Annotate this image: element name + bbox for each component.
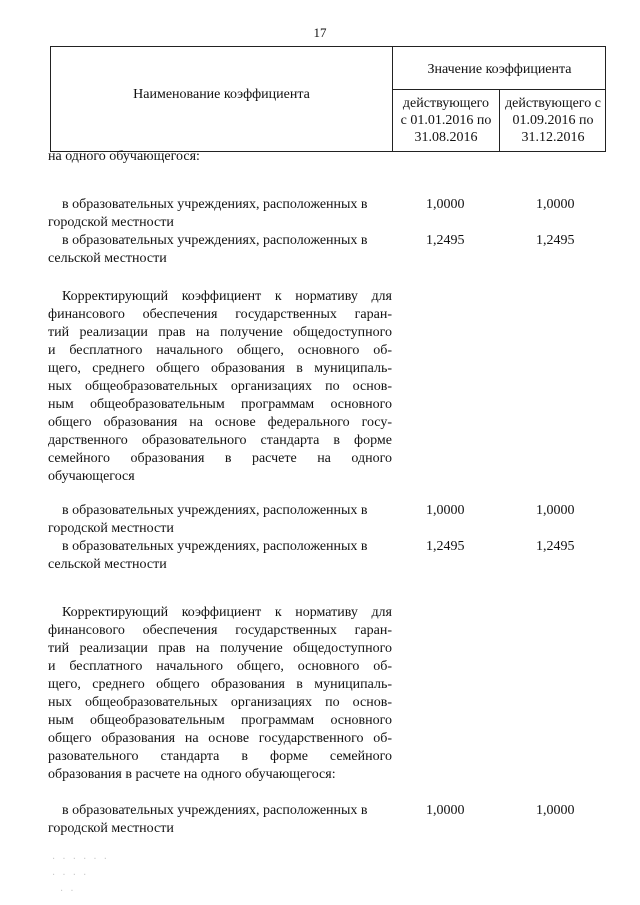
label-line: городской местности xyxy=(48,821,174,836)
paragraph-line: Корректирующий коэффициент к нормативу для xyxy=(62,289,392,304)
paragraph-line: и бесплатного начального общего, основного об- xyxy=(48,659,392,674)
header-subcolumn-1 xyxy=(393,95,499,146)
value-cell: 1,2495 xyxy=(426,539,465,554)
subcolumn-1-line: 31.08.2016 xyxy=(414,130,478,145)
paragraph-line: ных общеобразовательных организациях по основ- xyxy=(48,695,392,710)
subcolumn-2-line: 01.09.2016 по xyxy=(512,113,594,128)
paragraph-line: обучающегося xyxy=(48,469,135,484)
paragraph-line: щего, среднего общего образования в муниципаль- xyxy=(48,677,392,692)
table-row-label xyxy=(48,502,392,538)
scan-artifact: · · · · · · xyxy=(52,854,109,865)
label-line: в образовательных учреждениях, расположенных в xyxy=(62,803,368,818)
scan-artifact: · · · · xyxy=(52,870,89,881)
paragraph-line: образования в расчете на одного обучающегося: xyxy=(48,767,336,782)
value-cell: 1,2495 xyxy=(536,233,575,248)
value-cell: 1,0000 xyxy=(536,503,575,518)
paragraph-line: ным общеобразовательным программам основного xyxy=(48,713,392,728)
table-row-label xyxy=(48,232,392,268)
table-row-label xyxy=(48,802,392,838)
label-line: в образовательных учреждениях, расположенных в xyxy=(62,233,368,248)
value-cell: 1,0000 xyxy=(426,803,465,818)
continuation-text: на одного обучающегося: xyxy=(48,149,200,164)
label-line: в образовательных учреждениях, расположенных в xyxy=(62,539,368,554)
value-cell: 1,0000 xyxy=(426,197,465,212)
header-name-column: Наименование коэффициента xyxy=(133,87,310,102)
paragraph-line: семейного образования в расчете на одного xyxy=(48,451,392,466)
paragraph-1 xyxy=(48,288,392,486)
paragraph-2 xyxy=(48,604,392,784)
paragraph-line: дарственного образовательного стандарта в форме xyxy=(48,433,392,448)
paragraph-line: тий реализации прав на получение общедоступного xyxy=(48,325,392,340)
paragraph-line: и бесплатного начального общего, основного об- xyxy=(48,343,392,358)
paragraph-line: ных общеобразовательных организациях по основ- xyxy=(48,379,392,394)
subcolumn-2-line: 31.12.2016 xyxy=(521,130,585,145)
scan-artifact: · · xyxy=(60,886,76,897)
header-value-column: Значение коэффициента xyxy=(427,62,572,77)
label-line: городской местности xyxy=(48,521,174,536)
subcolumn-1-line: действующего xyxy=(402,96,490,111)
paragraph-line: разовательного стандарта в форме семейного xyxy=(48,749,392,764)
value-cell: 1,0000 xyxy=(426,503,465,518)
paragraph-line: общего образования на основе государственного об- xyxy=(48,731,392,746)
value-cell: 1,2495 xyxy=(426,233,465,248)
paragraph-line: общего образования на основе федерального госу- xyxy=(48,415,392,430)
label-line: городской местности xyxy=(48,215,174,230)
header-subcolumn-2 xyxy=(500,95,606,146)
subcolumn-2-line: действующего с xyxy=(505,96,601,111)
value-cell: 1,0000 xyxy=(536,197,575,212)
paragraph-line: Корректирующий коэффициент к нормативу для xyxy=(62,605,392,620)
table-row-label xyxy=(48,538,392,574)
label-line: сельской местности xyxy=(48,557,167,572)
paragraph-line: тий реализации прав на получение общедоступного xyxy=(48,641,392,656)
paragraph-line: ным общеобразовательным программам основного xyxy=(48,397,392,412)
paragraph-line: финансового обеспечения государственных гаран- xyxy=(48,307,392,322)
table-row-label xyxy=(48,196,392,232)
value-cell: 1,0000 xyxy=(536,803,575,818)
label-line: в образовательных учреждениях, расположенных в xyxy=(62,503,368,518)
page-number: 17 xyxy=(313,25,327,40)
label-line: сельской местности xyxy=(48,251,167,266)
subcolumn-1-line: с 01.01.2016 по xyxy=(400,113,492,128)
label-line: в образовательных учреждениях, расположенных в xyxy=(62,197,368,212)
header-table xyxy=(50,46,606,152)
paragraph-line: щего, среднего общего образования в муниципаль- xyxy=(48,361,392,376)
value-cell: 1,2495 xyxy=(536,539,575,554)
paragraph-line: финансового обеспечения государственных гаран- xyxy=(48,623,392,638)
